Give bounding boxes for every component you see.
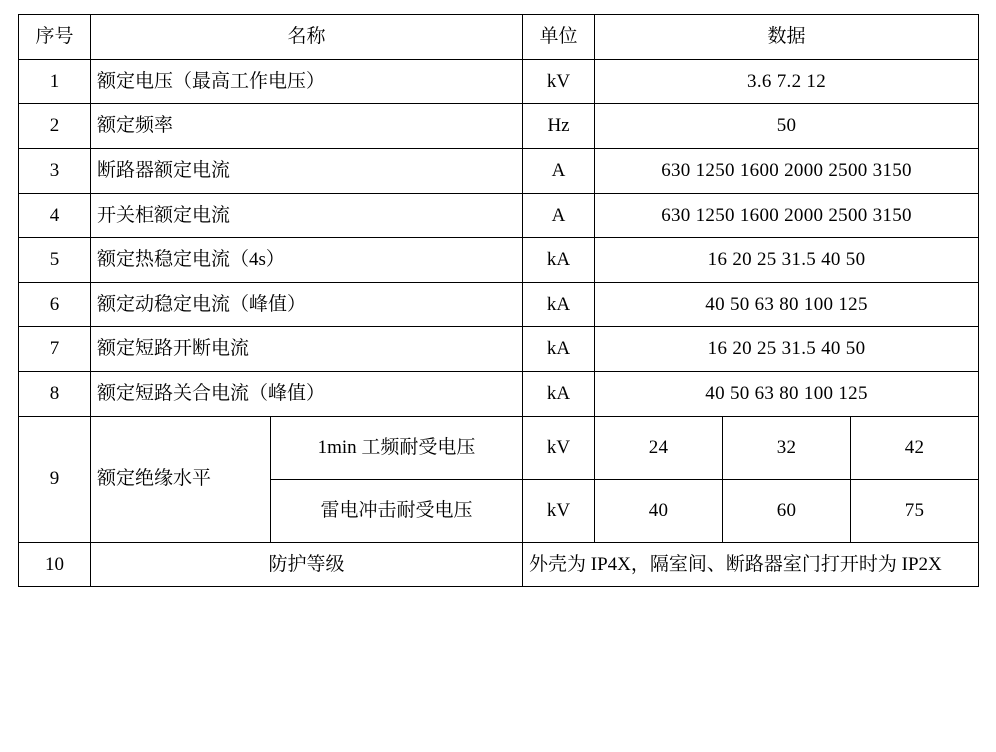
table-row-insulation-1	[19, 416, 979, 479]
row-name: 额定热稳定电流（4s）	[91, 238, 523, 283]
header-cell-data: 数据	[595, 15, 979, 60]
row-data: 630 1250 1600 2000 2500 3150	[595, 193, 979, 238]
row-name: 额定动稳定电流（峰值）	[91, 282, 523, 327]
row-unit: kA	[523, 282, 595, 327]
row-data-value: 42	[851, 416, 979, 479]
row-unit: kV	[523, 59, 595, 104]
table-row	[19, 148, 979, 193]
row-unit: A	[523, 193, 595, 238]
row-no: 6	[19, 282, 91, 327]
row-name: 额定短路关合电流（峰值）	[91, 372, 523, 417]
row-data: 40 50 63 80 100 125	[595, 282, 979, 327]
row-no: 5	[19, 238, 91, 283]
row-data: 50	[595, 104, 979, 149]
header-cell-name: 名称	[91, 15, 523, 60]
row-data: 外壳为 IP4X，隔室间、断路器室门打开时为 IP2X	[523, 542, 979, 587]
row-data-value: 32	[723, 416, 851, 479]
table-row	[19, 193, 979, 238]
sub-row-label: 1min 工频耐受电压	[271, 416, 523, 479]
row-no: 4	[19, 193, 91, 238]
row-no: 7	[19, 327, 91, 372]
row-name: 额定频率	[91, 104, 523, 149]
table-row-protection	[19, 542, 979, 587]
row-unit: A	[523, 148, 595, 193]
row-data: 630 1250 1600 2000 2500 3150	[595, 148, 979, 193]
table-row	[19, 327, 979, 372]
row-unit: Hz	[523, 104, 595, 149]
row-no: 2	[19, 104, 91, 149]
row-unit: kA	[523, 238, 595, 283]
table-row	[19, 238, 979, 283]
row-no: 8	[19, 372, 91, 417]
row-name: 额定短路开断电流	[91, 327, 523, 372]
header-cell-no: 序号	[19, 15, 91, 60]
row-no: 9	[19, 416, 91, 542]
sub-row-label: 雷电冲击耐受电压	[271, 479, 523, 542]
row-data: 40 50 63 80 100 125	[595, 372, 979, 417]
row-no: 3	[19, 148, 91, 193]
table-row	[19, 282, 979, 327]
row-name: 断路器额定电流	[91, 148, 523, 193]
row-data-value: 40	[595, 479, 723, 542]
row-name: 额定电压（最高工作电压）	[91, 59, 523, 104]
row-unit: kA	[523, 327, 595, 372]
row-unit: kA	[523, 372, 595, 417]
row-no: 1	[19, 59, 91, 104]
row-no: 10	[19, 542, 91, 587]
row-data-value: 24	[595, 416, 723, 479]
row-data: 16 20 25 31.5 40 50	[595, 238, 979, 283]
row-name: 防护等级	[91, 542, 523, 587]
header-cell-unit: 单位	[523, 15, 595, 60]
row-unit: kV	[523, 416, 595, 479]
row-data: 3.6 7.2 12	[595, 59, 979, 104]
table-row	[19, 59, 979, 104]
row-name: 开关柜额定电流	[91, 193, 523, 238]
row-unit: kV	[523, 479, 595, 542]
row-data-value: 60	[723, 479, 851, 542]
technical-specification-table	[18, 14, 979, 587]
row-data-value: 75	[851, 479, 979, 542]
table-row	[19, 104, 979, 149]
row-name: 额定绝缘水平	[91, 416, 271, 542]
row-data: 16 20 25 31.5 40 50	[595, 327, 979, 372]
table-header-row	[19, 15, 979, 60]
table-row	[19, 372, 979, 417]
